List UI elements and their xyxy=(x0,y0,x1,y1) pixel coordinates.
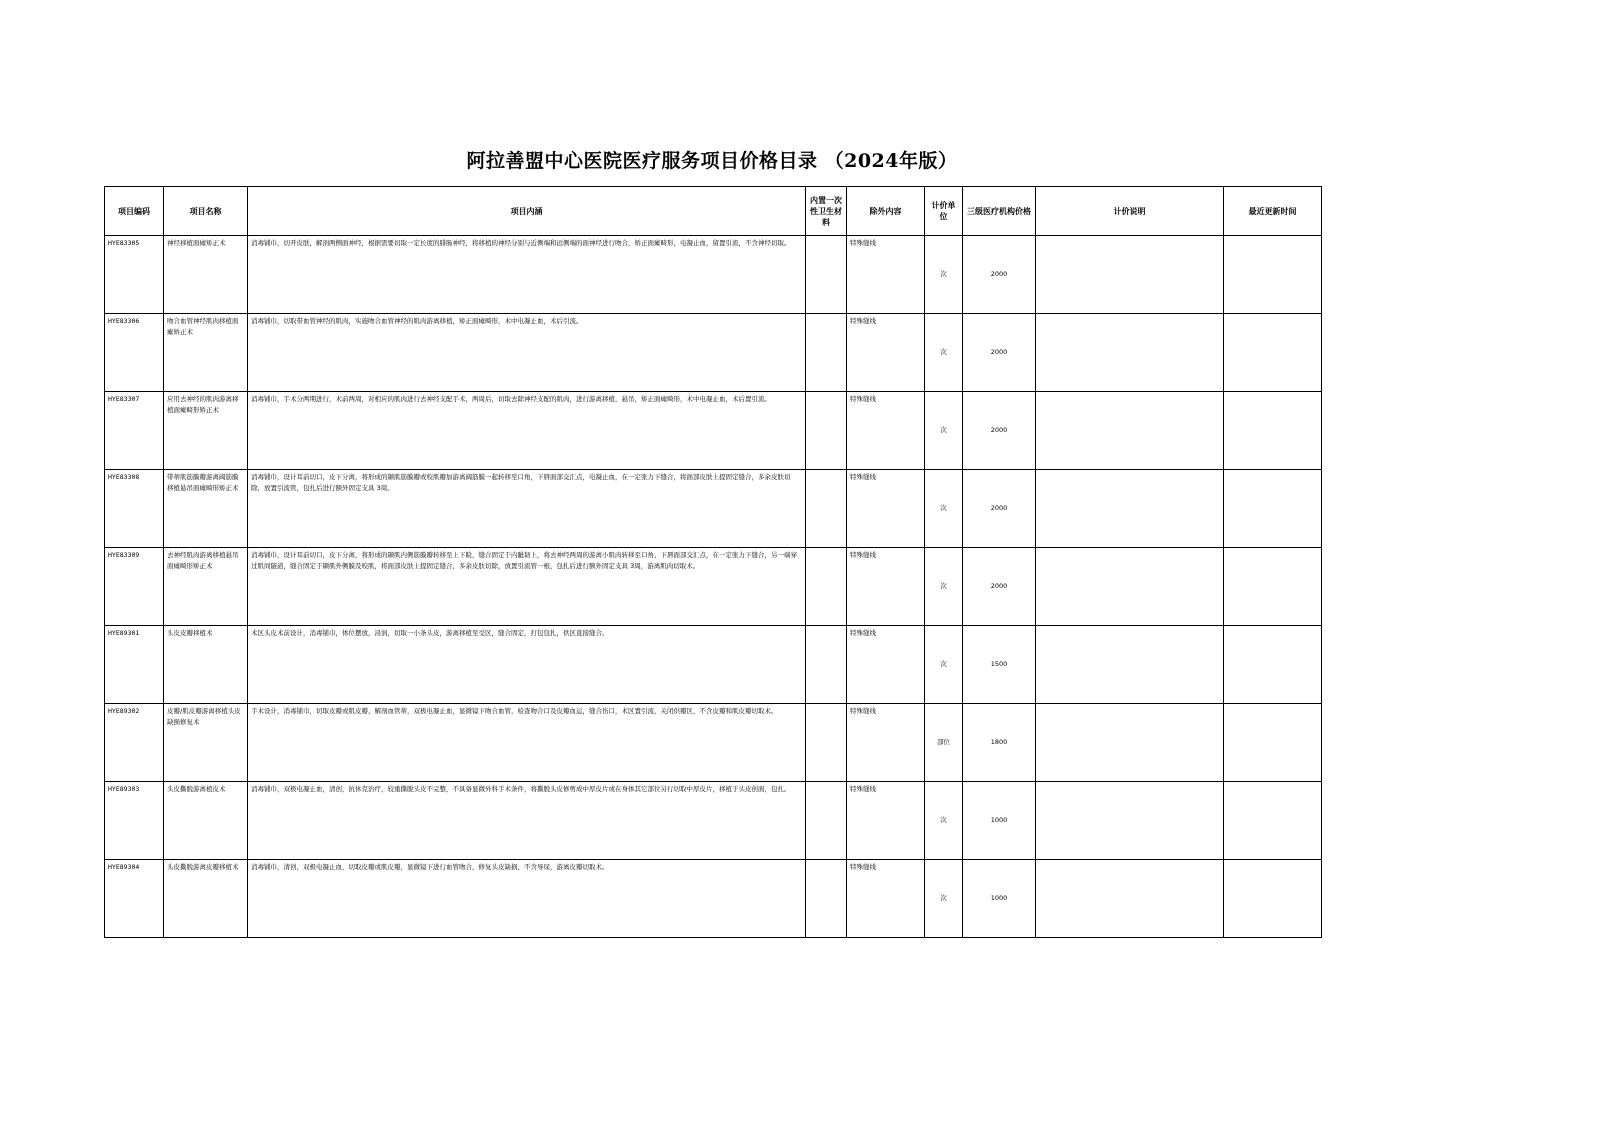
row-price: 2000 xyxy=(963,470,1036,548)
row-name: 皮瓣/肌皮瓣游离移植头皮缺损修复术 xyxy=(164,704,248,782)
row-materials xyxy=(806,860,847,938)
row-name: 头皮撕脱游离植皮术 xyxy=(164,782,248,860)
table-row xyxy=(105,704,1322,782)
header-code: 项目编码 xyxy=(105,187,164,236)
row-code: HYE89303 xyxy=(105,782,164,860)
row-excluded: 特殊缝线 xyxy=(847,392,925,470)
row-unit: 次 xyxy=(925,236,963,314)
row-note xyxy=(1036,392,1224,470)
table-row xyxy=(105,470,1322,548)
row-unit: 次 xyxy=(925,548,963,626)
header-updated: 最近更新时间 xyxy=(1224,187,1322,236)
header-name: 项目名称 xyxy=(164,187,248,236)
row-unit: 次 xyxy=(925,314,963,392)
row-unit: 次 xyxy=(925,470,963,548)
row-materials xyxy=(806,470,847,548)
row-name: 头皮撕脱游离皮瓣移植术 xyxy=(164,860,248,938)
row-updated xyxy=(1224,782,1322,860)
row-name: 带蒂肌筋膜瓣游离阔筋膜移植悬吊面瘫畸形矫正术 xyxy=(164,470,248,548)
row-note xyxy=(1036,860,1224,938)
table-row xyxy=(105,314,1322,392)
header-content: 项目内涵 xyxy=(248,187,806,236)
row-excluded: 特殊缝线 xyxy=(847,860,925,938)
page-title: 阿拉善盟中心医院医疗服务项目价格目录 （2024年版） xyxy=(466,150,958,172)
row-excluded: 特殊缝线 xyxy=(847,314,925,392)
row-content: 消毒铺巾，手术分两期进行，术前两周，对相应的肌肉进行去神经支配手术，两周后，切取去除神经支配的肌肉，进行游离移植，悬吊，矫正面瘫畸形，术中电凝止血，术后置引流。 xyxy=(248,392,806,470)
row-excluded: 特殊缝线 xyxy=(847,626,925,704)
row-name: 头皮皮瓣移植术 xyxy=(164,626,248,704)
row-unit: 次 xyxy=(925,626,963,704)
row-price: 1000 xyxy=(963,860,1036,938)
row-materials xyxy=(806,314,847,392)
row-price: 1000 xyxy=(963,782,1036,860)
row-code: HYE83306 xyxy=(105,314,164,392)
row-code: HYE89301 xyxy=(105,626,164,704)
row-excluded: 特殊缝线 xyxy=(847,470,925,548)
row-note xyxy=(1036,548,1224,626)
row-updated xyxy=(1224,392,1322,470)
header-excluded: 除外内容 xyxy=(847,187,925,236)
row-unit: 次 xyxy=(925,860,963,938)
row-note xyxy=(1036,626,1224,704)
row-excluded: 特殊缝线 xyxy=(847,236,925,314)
row-materials xyxy=(806,626,847,704)
row-name: 应用去神经的肌肉游离移植面瘫畸形矫正术 xyxy=(164,392,248,470)
row-updated xyxy=(1224,704,1322,782)
row-content: 消毒铺巾，设计耳前切口，皮下分离，将形成的颞肌筋膜瓣或咬肌瓣加游离阔筋膜一起转移至口角，下唇面部交汇点，电凝止血，在一定张力下缝合，将面部皮肤上提固定缝合，多余皮肤切除，放置引流管，包扎后进行额外固定支具 3周。 xyxy=(248,470,806,548)
row-price: 2000 xyxy=(963,314,1036,392)
table-row xyxy=(105,236,1322,314)
row-note xyxy=(1036,314,1224,392)
row-updated xyxy=(1224,314,1322,392)
header-unit: 计价单位 xyxy=(925,187,963,236)
row-materials xyxy=(806,782,847,860)
row-materials xyxy=(806,704,847,782)
row-code: HYE83305 xyxy=(105,236,164,314)
row-note xyxy=(1036,470,1224,548)
row-content: 消毒铺巾，切开皮肤，解剖两侧面神经，根据需要切取一定长度的腓肠神经，将移植的神经分别与近侧端和远侧端的面神经进行吻合，矫正面瘫畸形，电凝止血，留置引流，不含神经切取。 xyxy=(248,236,806,314)
row-excluded: 特殊缝线 xyxy=(847,548,925,626)
row-materials xyxy=(806,548,847,626)
header-materials: 内置一次性卫生材料 xyxy=(806,187,847,236)
row-note xyxy=(1036,782,1224,860)
row-code: HYE83309 xyxy=(105,548,164,626)
table-row xyxy=(105,626,1322,704)
row-content: 术区头皮术前设计，消毒铺巾，体位摆放，浸润，切取一小条头皮，游离移植至受区，缝合固定，打包包扎，供区直接缝合。 xyxy=(248,626,806,704)
table-row xyxy=(105,860,1322,938)
row-price: 2000 xyxy=(963,548,1036,626)
row-excluded: 特殊缝线 xyxy=(847,782,925,860)
header-note: 计价说明 xyxy=(1036,187,1224,236)
row-price: 1800 xyxy=(963,704,1036,782)
row-code: HYE89304 xyxy=(105,860,164,938)
row-unit: 次 xyxy=(925,392,963,470)
table-row xyxy=(105,782,1322,860)
row-materials xyxy=(806,392,847,470)
row-note xyxy=(1036,236,1224,314)
row-updated xyxy=(1224,860,1322,938)
table-row xyxy=(105,392,1322,470)
row-updated xyxy=(1224,548,1322,626)
row-content: 手术设计，消毒铺巾，切取皮瓣或肌皮瓣，解剖血管蒂，双极电凝止血，显微镜下吻合血管，检查吻合口及皮瓣血运，缝合伤口，术区置引流，关闭供瓣区，不含皮瓣和肌皮瓣切取术。 xyxy=(248,704,806,782)
row-unit: 部位 xyxy=(925,704,963,782)
row-content: 消毒铺巾，清创，双极电凝止血，切取皮瓣或肌皮瓣，显微镜下进行血管吻合，修复头皮缺损，不含导尿，游离皮瓣切取术。 xyxy=(248,860,806,938)
header-row xyxy=(105,187,1322,236)
row-excluded: 特殊缝线 xyxy=(847,704,925,782)
row-code: HYE83307 xyxy=(105,392,164,470)
row-materials xyxy=(806,236,847,314)
row-price: 2000 xyxy=(963,392,1036,470)
row-note xyxy=(1036,704,1224,782)
row-unit: 次 xyxy=(925,782,963,860)
row-updated xyxy=(1224,236,1322,314)
row-name: 吻合血管神经肌肉移植面瘫矫正术 xyxy=(164,314,248,392)
row-content: 消毒铺巾，双极电凝止血，清创，抗休克治疗，较重撕脱头皮不完整，不具备显微外科手术条件，将撕脱头皮修剪成中厚皮片或在身体其它部位另行切取中厚皮片，移植于头皮创面，包扎。 xyxy=(248,782,806,860)
row-updated xyxy=(1224,470,1322,548)
row-price: 2000 xyxy=(963,236,1036,314)
table-row xyxy=(105,548,1322,626)
header-price: 三级医疗机构价格 xyxy=(963,187,1036,236)
row-code: HYE89302 xyxy=(105,704,164,782)
row-name: 去神经肌肉游离移植悬吊面瘫畸形矫正术 xyxy=(164,548,248,626)
row-content: 消毒铺巾，设计耳前切口，皮下分离，将形成的颞肌内侧筋膜瓣转移至上下睑，缝合固定于内眦韧上，将去神经两周的游离小肌肉转移至口角、下唇面部交汇点，在一定张力下缝合，另一端穿过肌间隧道，缝合固定于颞肌外侧膜及咬肌，将面部皮肤上提固定缝合，多余皮肤切除，放置引流管一根，包扎后进行额外固定支具 3周，游离肌肉切取术。 xyxy=(248,548,806,626)
row-price: 1500 xyxy=(963,626,1036,704)
row-name: 神经移植面瘫矫正术 xyxy=(164,236,248,314)
price-table xyxy=(104,186,1322,938)
row-code: HYE83308 xyxy=(105,470,164,548)
row-updated xyxy=(1224,626,1322,704)
row-content: 消毒铺巾，切取带血管神经的肌肉，实施吻合血管神经的肌肉游离移植，矫正面瘫畸形，术中电凝止血，术后引流。 xyxy=(248,314,806,392)
